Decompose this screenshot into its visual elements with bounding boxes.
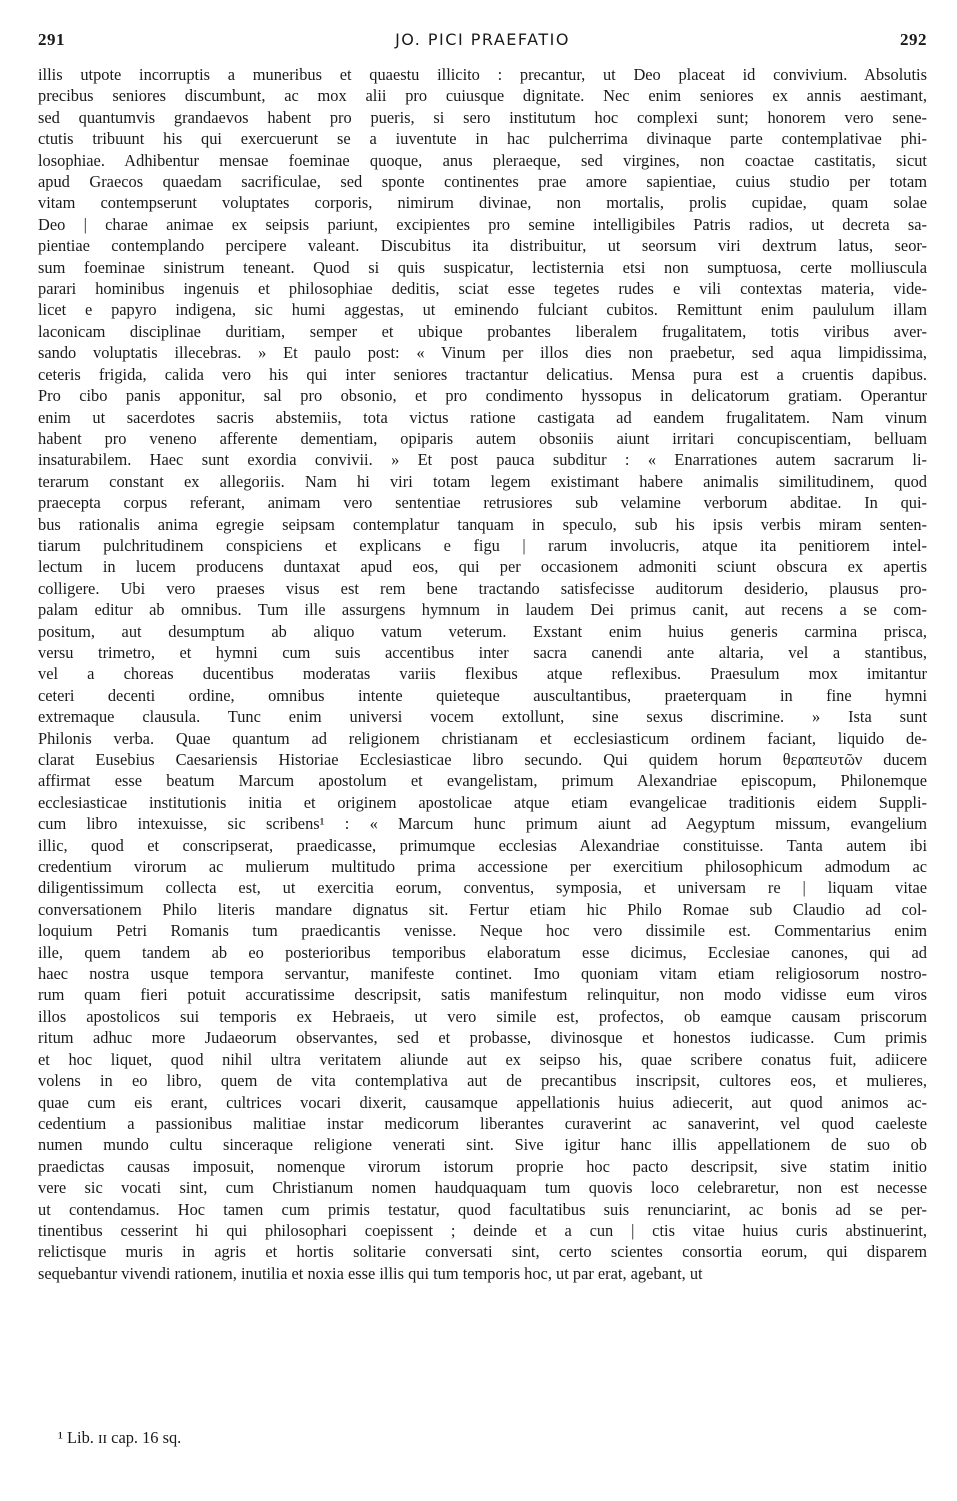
text-line: ut contendamus. Hoc tamen cum primis testatur, quod facultatibus suis renunciarint, ac bonis ad se per- xyxy=(38,1199,927,1219)
text-line: insaturabilem. Haec sunt exordia convivii. » Et post pauca subditur : « Enarrationes autem sacrarum li- xyxy=(38,450,927,470)
text-line: apud Graecos quaedam sacrificulae, sed sponte continentes prae amore sapientiae, cuius studio per totam xyxy=(38,172,927,192)
text-line: rum quam fieri potuit accuratissime descripsit, satis manifestum relinquitur, non modo vidisse eum viros xyxy=(38,985,927,1005)
text-line: ctutis tribuunt his qui exercuerunt se a iuventute in hac pulcherrima divinaque parte contemplativae phi- xyxy=(38,129,927,149)
text-line: ceteris frigida, calida vero his qui inter seniores tractantur delicatius. Mensa pura est a cruentis dapibus. xyxy=(38,364,927,384)
text-line: precibus seniores discumbunt, ac mox alii pro cuiusque dignitate. Nec enim seniores ex annis aestimant, xyxy=(38,86,927,106)
text-line: tiarum pulchritudinem conspiciens et explicans e figu | rarum involucris, atque ita penitiorem intel- xyxy=(38,535,927,555)
text-line: vitam contempserunt voluptates corporis, nimirum divinae, non mortalis, prolis cupidae, quam solae xyxy=(38,193,927,213)
footnote: ¹ Lib. ɪɪ cap. 16 sq. xyxy=(58,1428,182,1447)
text-line: et hoc liquet, quod nihil ultra veritatem aliunde aut ex seipso his, quae scribere conatus fuit, adiicere xyxy=(38,1049,927,1069)
running-title: JO. PICI PRAEFATIO xyxy=(395,30,570,49)
text-line: tinentibus cesserint hi qui philosophari coepissent ; deinde et a cun | ctis vitae huius curis abstinuerint, xyxy=(38,1220,927,1240)
text-line: sando voluptatis illecebras. » Et paulo post: « Vinum per illos dies non praebetur, sed aqua limpidissima, xyxy=(38,343,927,363)
text-line: licet e papyro indigena, sic humi aggestas, ut eminendo fulciant cubitos. Remittunt enim paululum illam xyxy=(38,300,927,320)
text-line: ritum adhuc more Judaeorum observantes, sed et probasse, divinosque et honestos iudicasse. Cum primis xyxy=(38,1028,927,1048)
text-line: Philonis verba. Quae quantum ad religionem christianam et ecclesiasticum ordinem faciant, liquido de- xyxy=(38,728,927,748)
text-line: clarat Eusebius Caesariensis Historiae Ecclesiasticae libro secundo. Qui quidem horum θεραπευτῶν ducem xyxy=(38,750,927,769)
text-line: sed quantumvis grandaevos habent pro pueris, si sero institutum hoc complexi sunt; honorem vero sene- xyxy=(38,107,927,127)
text-line: illis utpote incorruptis a muneribus et quaestu illicito : precantur, ut Deo placeat id convivium. Absolutis xyxy=(38,65,927,84)
text-line: sequebantur vivendi rationem, inutilia et noxia esse illis qui tum temporis hoc, ut par erat, agebant, ut xyxy=(38,1263,703,1283)
text-line: relictisque muris in agris et hortis solitarie conversati sint, certo scientes consortia eorum, qui disparem xyxy=(38,1242,927,1262)
text-line: cedentium a passionibus malitiae instar medicorum liberantes curaverint ac sanaverint, vel quod caeleste xyxy=(38,1113,927,1133)
text-line: pientiae contemplando percipere valeant. Discubitus ita distribuitur, ut seorsum viri dextrum latus, seor- xyxy=(38,236,927,256)
text-line: cum libro intexuisse, sic scribens¹ : « Marcum hunc primum aiunt ad Aegyptum missum, evangelium xyxy=(38,814,927,834)
text-line: affirmat esse beatum Marcum apostolum et evangelistam, primum Alexandriae episcopum, Philonemque xyxy=(38,771,927,791)
text-line: loquium Petri Romanis tum praedicantis venisse. Neque hoc vero dissimile est. Commentarius enim xyxy=(38,921,927,941)
body-text xyxy=(38,64,927,1284)
text-line: versu trimetro, et hymni cum suis accentibus inter sacra canendi ante altaria, vel a stantibus, xyxy=(38,642,927,662)
text-line: colligere. Ubi vero praeses visus est rem bene tractando satisfecisse auditorum desiderio, plausus pro- xyxy=(38,578,927,598)
text-line: losophiae. Adhibentur mensae foeminae quoque, anus pleraeque, sed virgines, non coactae castitatis, sicut xyxy=(38,150,927,170)
text-line: ecclesiasticae institutionis initia et originem apostolicae atque etiam evangelicae traditionis eidem Suppli- xyxy=(38,792,927,812)
page-number-right: 292 xyxy=(900,30,927,49)
text-line: conversationem Philo literis mandare dignatus sit. Fertur etiam hic Philo Romae sub Claudio ad col- xyxy=(38,899,927,919)
running-header xyxy=(38,30,927,56)
text-line: parari hominibus ingenuis et philosophiae deditis, sciat esse tegetes rudes e vili contextas materia, vide- xyxy=(38,279,927,299)
text-line: diligentissimum collecta est, ut exercitia eorum, conventus, symposia, et universam re | liquam vitae xyxy=(38,878,927,898)
text-line: ceteri decenti ordine, omnibus intente quieteque auscultantibus, praeterquam in fine hymni xyxy=(38,685,927,705)
text-line: volens in eo libro, quem de vita contemplativa aut de precantibus inscripsit, cultores eos, et mulieres, xyxy=(38,1071,927,1091)
text-line: palam editur ab omnibus. Tum ille assurgens hymnum in laudem Dei primus canit, aut recens a se com- xyxy=(38,600,927,620)
text-line: sum foeminae sinistrum teneant. Quod si quis suspicatur, lectisternia etsi non sumptuosa, certe molliuscula xyxy=(38,257,927,277)
text-line: positum, aut desumptum ab aliquo vatum veterum. Exstant enim huius generis carmina prisca, xyxy=(38,621,927,641)
text-line: vere sic vocati sint, cum Christianum nomen haudquaquam tum quovis loco celebraretur, non est necesse xyxy=(38,1178,927,1198)
text-line: terarum constant ex allegoriis. Nam hi viri totam legem existimant habere animalis similitudinem, quod xyxy=(38,471,927,491)
text-line: illic, quod et conscripserat, praedicasse, primumque ecclesias Alexandriae constituisse. Tanta autem ibi xyxy=(38,835,927,855)
page-number-left: 291 xyxy=(38,30,65,49)
text-line: ille, quem tandem ab eo posterioribus temporibus elaboratum esse dicimus, Ecclesiae canones, qui ad xyxy=(38,942,927,962)
text-line: extremaque clausula. Tunc enim universi vocem extollunt, sine sexus discrimine. » Ista sunt xyxy=(38,707,927,727)
text-line: bus rationalis anima egregie seipsam contemplatur tanquam in speculo, sub his ipsis verbis miram senten- xyxy=(38,514,927,534)
text-line: laconicam disciplinae duritiam, semper et ubique probantes liberalem frugalitatem, totis viribus aver- xyxy=(38,321,927,341)
text-line: haec nostra usque tempora servantur, manifeste continet. Imo quoniam vitam etiam religiosorum nostro- xyxy=(38,964,927,984)
text-line: credentium virorum ac mulierum multitudo prima accessione per exercitium philosophicum admodum ac xyxy=(38,857,927,877)
text-line: illos apostolicos sui temporis ex Hebraeis, ut vero simile est, profectos, ob eamque causam priscorum xyxy=(38,1006,927,1026)
text-line: numen mundo cultu sinceraque religione venerati sint. Sive igitur hanc illis appellationem de suo ob xyxy=(38,1135,927,1155)
text-line: quae cum eis erant, cultrices vocari dixerit, causamque appellationis huius adiecerit, aut quod animos ac- xyxy=(38,1092,927,1112)
text-line: Deo | charae animae ex seipsis pariunt, excipientes pro semine intelligibiles Patris radios, ut decreta sa- xyxy=(38,214,927,234)
text-line: praecepta corpus referant, animam vero sententiae retrusiores sub velamine verborum abditae. In qui- xyxy=(38,493,927,513)
text-line: Pro cibo panis apponitur, sal pro obsonio, et pro condimento hyssopus in delicatorum gratiam. Operantur xyxy=(38,386,927,406)
text-line: lectum in lucem producens duntaxat apud eos, qui per occasionem admoniti sciunt obscura ex apertis xyxy=(38,557,927,577)
text-line: praedictas causas imposuit, nomenque virorum istorum proprie hoc pacto descripsit, sive statim initio xyxy=(38,1156,927,1176)
text-line: vel a choreas ducentibus moderatas variis flexibus atque reflexibus. Praesulum mox imitantur xyxy=(38,664,927,684)
text-line: enim ut sacerdotes sacris abstemiis, tota victus ratione castigata ad eandem frugalitatem. Nam vinum xyxy=(38,407,927,427)
text-line: habent pro veneno afferente dementiam, opiparis autem obsoniis aiunt irritari concupiscentiam, belluam xyxy=(38,428,927,448)
